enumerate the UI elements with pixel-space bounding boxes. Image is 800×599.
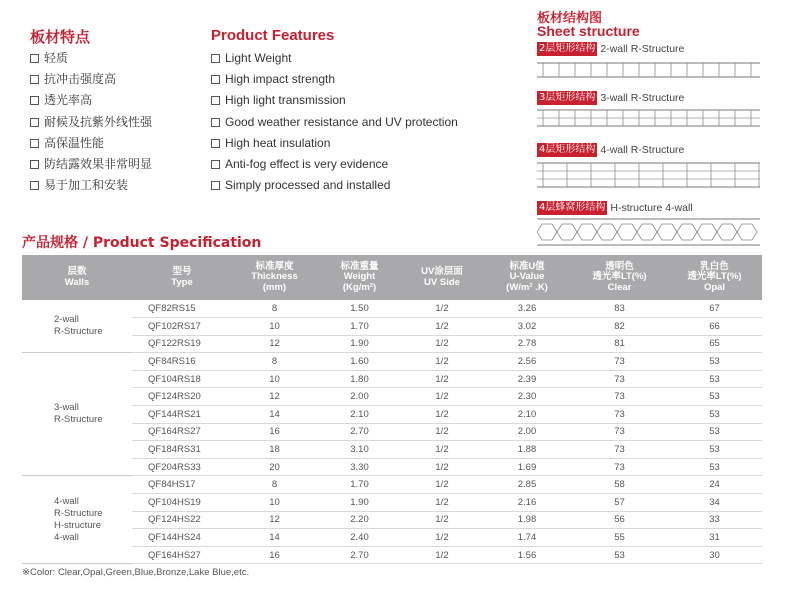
- feature-item-cn: [30, 112, 152, 133]
- table-row: [22, 370, 762, 388]
- structure-label-4wall: [537, 143, 684, 157]
- checkbox-icon: [30, 118, 39, 127]
- checkbox-icon: [211, 75, 220, 84]
- type-cell: QF124RS20: [132, 388, 232, 406]
- type-cell: QF124HS22: [132, 511, 232, 529]
- value-cell: 12: [232, 335, 317, 353]
- feature-item-en: [211, 154, 458, 175]
- checkbox-icon: [211, 54, 220, 63]
- structure-tag: 4层矩形结构: [539, 144, 596, 155]
- table-row: [22, 441, 762, 459]
- structure-label-hwall: [537, 201, 693, 215]
- value-cell: 34: [667, 494, 762, 512]
- feature-item-cn: [30, 175, 152, 196]
- structure-text: 3-wall R-Structure: [600, 92, 685, 104]
- value-cell: 73: [572, 458, 667, 476]
- value-cell: 10: [232, 318, 317, 336]
- value-cell: 1/2: [402, 546, 482, 564]
- type-cell: QF84RS16: [132, 353, 232, 371]
- type-cell: QF122RS19: [132, 335, 232, 353]
- spec-title: 产品规格 / Product Specification: [22, 235, 262, 251]
- type-cell: QF164RS27: [132, 423, 232, 441]
- value-cell: 73: [572, 441, 667, 459]
- structure-title-cn: 板材结构图: [537, 11, 603, 26]
- checkbox-icon: [30, 139, 39, 148]
- structure-2wall-diagram: [537, 60, 760, 80]
- feature-item-en: [211, 69, 458, 90]
- table-row: [22, 494, 762, 512]
- structure-text: H-structure 4-wall: [610, 202, 693, 214]
- checkbox-icon: [30, 96, 39, 105]
- structure-tag: 4层蜂窝形结构: [539, 202, 606, 213]
- structure-text: 2-wall R-Structure: [600, 43, 685, 55]
- value-cell: 2.40: [317, 529, 402, 547]
- table-row: [22, 529, 762, 547]
- table-row: [22, 476, 762, 494]
- feature-text: High light transmission: [225, 93, 346, 108]
- structure-text: 4-wall R-Structure: [600, 144, 685, 156]
- type-cell: QF104HS19: [132, 494, 232, 512]
- value-cell: 58: [572, 476, 667, 494]
- value-cell: 2.30: [482, 388, 572, 406]
- table-row: [22, 406, 762, 424]
- feature-item-en: [211, 90, 458, 111]
- value-cell: 53: [667, 388, 762, 406]
- value-cell: 33: [667, 511, 762, 529]
- value-cell: 2.10: [317, 406, 402, 424]
- value-cell: 2.78: [482, 335, 572, 353]
- value-cell: 1/2: [402, 300, 482, 318]
- feature-item-cn: [30, 48, 152, 69]
- type-cell: QF104RS18: [132, 370, 232, 388]
- checkbox-icon: [30, 181, 39, 190]
- type-cell: QF144HS24: [132, 529, 232, 547]
- value-cell: 3.02: [482, 318, 572, 336]
- feature-text: 轻质: [44, 51, 69, 65]
- structure-4wall-diagram: [537, 162, 760, 188]
- checkbox-icon: [211, 96, 220, 105]
- table-row: [22, 546, 762, 564]
- value-cell: 82: [572, 318, 667, 336]
- feature-item-en: [211, 112, 458, 133]
- feature-text: High heat insulation: [225, 135, 331, 150]
- value-cell: 53: [572, 546, 667, 564]
- header-opal-lt: 乳白色 透光率LT(%) Opal: [667, 255, 762, 300]
- value-cell: 12: [232, 511, 317, 529]
- header-type: 型号 Type: [132, 255, 232, 300]
- feature-text: 耐候及抗紫外线性强: [44, 114, 153, 129]
- table-row: [22, 300, 762, 318]
- value-cell: 66: [667, 318, 762, 336]
- table-header-row: [22, 255, 762, 300]
- structure-honeycomb-diagram: [537, 218, 760, 246]
- value-cell: 1.90: [317, 335, 402, 353]
- value-cell: 53: [667, 458, 762, 476]
- structure-title-en: Sheet structure: [537, 23, 640, 39]
- feature-text: 透光率高: [44, 93, 93, 108]
- value-cell: 12: [232, 388, 317, 406]
- feature-text: 抗冲击强度高: [44, 72, 117, 87]
- features-title-en: Product Features: [211, 27, 335, 44]
- header-u-value: 标准U值 U-Value (W/m² .K): [482, 255, 572, 300]
- value-cell: 1/2: [402, 370, 482, 388]
- value-cell: 2.10: [482, 406, 572, 424]
- value-cell: 1.80: [317, 370, 402, 388]
- value-cell: 1/2: [402, 353, 482, 371]
- feature-item-en: [211, 48, 458, 69]
- feature-text: 高保温性能: [44, 135, 105, 150]
- value-cell: 3.30: [317, 458, 402, 476]
- table-row: [22, 335, 762, 353]
- value-cell: 65: [667, 335, 762, 353]
- value-cell: 30: [667, 546, 762, 564]
- value-cell: 1/2: [402, 423, 482, 441]
- value-cell: 1.69: [482, 458, 572, 476]
- structure-label-3wall: [537, 91, 684, 105]
- value-cell: 55: [572, 529, 667, 547]
- checkbox-icon: [211, 181, 220, 190]
- feature-text: Anti-fog effect is very evidence: [225, 156, 389, 171]
- value-cell: 2.20: [317, 511, 402, 529]
- value-cell: 1/2: [402, 529, 482, 547]
- value-cell: 53: [667, 406, 762, 424]
- structure-tag: 3层矩形结构: [539, 92, 596, 103]
- feature-text: Simply processed and installed: [225, 178, 391, 193]
- value-cell: 2.39: [482, 370, 572, 388]
- feature-text: 防结露效果非常明显: [44, 156, 153, 171]
- value-cell: 73: [572, 388, 667, 406]
- value-cell: 2.00: [317, 388, 402, 406]
- feature-text: Good weather resistance and UV protection: [225, 114, 458, 129]
- value-cell: 57: [572, 494, 667, 512]
- value-cell: 1.88: [482, 441, 572, 459]
- value-cell: 1/2: [402, 441, 482, 459]
- value-cell: 31: [667, 529, 762, 547]
- value-cell: 53: [667, 441, 762, 459]
- value-cell: 3.10: [317, 441, 402, 459]
- value-cell: 1.56: [482, 546, 572, 564]
- feature-text: Light Weight: [225, 51, 292, 65]
- value-cell: 73: [572, 423, 667, 441]
- features-list-en: [211, 48, 458, 196]
- value-cell: 1/2: [402, 494, 482, 512]
- value-cell: 73: [572, 370, 667, 388]
- structure-tag: 2层矩形结构: [539, 43, 596, 54]
- value-cell: 53: [667, 423, 762, 441]
- feature-text: 易于加工和安装: [44, 178, 129, 193]
- value-cell: 2.70: [317, 423, 402, 441]
- value-cell: 2.56: [482, 353, 572, 371]
- table-row: [22, 423, 762, 441]
- type-cell: QF204RS33: [132, 458, 232, 476]
- value-cell: 18: [232, 441, 317, 459]
- value-cell: 53: [667, 370, 762, 388]
- type-cell: QF102RS17: [132, 318, 232, 336]
- table-row: [22, 458, 762, 476]
- header-walls: 层数 Walls: [22, 255, 132, 300]
- value-cell: 1/2: [402, 511, 482, 529]
- header-weight: 标准重量 Weight (Kg/m²): [317, 255, 402, 300]
- value-cell: 3.26: [482, 300, 572, 318]
- value-cell: 2.00: [482, 423, 572, 441]
- walls-cell: 2-wall R-Structure: [22, 300, 132, 353]
- value-cell: 83: [572, 300, 667, 318]
- value-cell: 1.74: [482, 529, 572, 547]
- value-cell: 1.60: [317, 353, 402, 371]
- type-cell: QF164HS27: [132, 546, 232, 564]
- value-cell: 81: [572, 335, 667, 353]
- color-note: ※Color: Clear,Opal,Green,Blue,Bronze,Lake Blue,etc.: [22, 567, 250, 578]
- value-cell: 8: [232, 300, 317, 318]
- type-cell: QF82RS15: [132, 300, 232, 318]
- value-cell: 73: [572, 406, 667, 424]
- checkbox-icon: [211, 139, 220, 148]
- table-row: [22, 388, 762, 406]
- value-cell: 8: [232, 476, 317, 494]
- value-cell: 24: [667, 476, 762, 494]
- type-cell: QF184RS31: [132, 441, 232, 459]
- value-cell: 2.70: [317, 546, 402, 564]
- feature-item-cn: [30, 133, 152, 154]
- spec-table: [22, 255, 762, 564]
- value-cell: 20: [232, 458, 317, 476]
- value-cell: 1/2: [402, 318, 482, 336]
- table-row: [22, 353, 762, 371]
- checkbox-icon: [30, 160, 39, 169]
- table-row: [22, 318, 762, 336]
- features-title-cn: 板材特点: [30, 28, 91, 46]
- feature-item-cn: [30, 90, 152, 111]
- checkbox-icon: [30, 75, 39, 84]
- value-cell: 16: [232, 423, 317, 441]
- value-cell: 1.98: [482, 511, 572, 529]
- value-cell: 1.50: [317, 300, 402, 318]
- value-cell: 1.70: [317, 318, 402, 336]
- feature-item-en: [211, 133, 458, 154]
- value-cell: 1/2: [402, 476, 482, 494]
- value-cell: 56: [572, 511, 667, 529]
- value-cell: 1/2: [402, 388, 482, 406]
- value-cell: 8: [232, 353, 317, 371]
- checkbox-icon: [211, 118, 220, 127]
- value-cell: 1.70: [317, 476, 402, 494]
- value-cell: 14: [232, 406, 317, 424]
- header-thickness: 标准厚度 Thickness (mm): [232, 255, 317, 300]
- value-cell: 1/2: [402, 406, 482, 424]
- value-cell: 1/2: [402, 335, 482, 353]
- feature-item-cn: [30, 154, 152, 175]
- table-row: [22, 511, 762, 529]
- type-cell: QF144RS21: [132, 406, 232, 424]
- value-cell: 10: [232, 370, 317, 388]
- walls-cell: 4-wall R-Structure H-structure 4-wall: [22, 476, 132, 564]
- value-cell: 53: [667, 353, 762, 371]
- value-cell: 1/2: [402, 458, 482, 476]
- feature-item-en: [211, 175, 458, 196]
- structure-3wall-diagram: [537, 108, 760, 128]
- value-cell: 16: [232, 546, 317, 564]
- features-list-cn: [30, 48, 152, 196]
- header-clear-lt: 透明色 透光率LT(%) Clear: [572, 255, 667, 300]
- structure-label-2wall: [537, 42, 684, 56]
- value-cell: 2.16: [482, 494, 572, 512]
- feature-item-cn: [30, 69, 152, 90]
- header-uv-side: UV涂层面 UV Side: [402, 255, 482, 300]
- checkbox-icon: [211, 160, 220, 169]
- type-cell: QF84HS17: [132, 476, 232, 494]
- walls-cell: 3-wall R-Structure: [22, 353, 132, 476]
- value-cell: 14: [232, 529, 317, 547]
- value-cell: 10: [232, 494, 317, 512]
- checkbox-icon: [30, 54, 39, 63]
- value-cell: 2.85: [482, 476, 572, 494]
- value-cell: 1.90: [317, 494, 402, 512]
- feature-text: High impact strength: [225, 72, 336, 87]
- value-cell: 67: [667, 300, 762, 318]
- value-cell: 73: [572, 353, 667, 371]
